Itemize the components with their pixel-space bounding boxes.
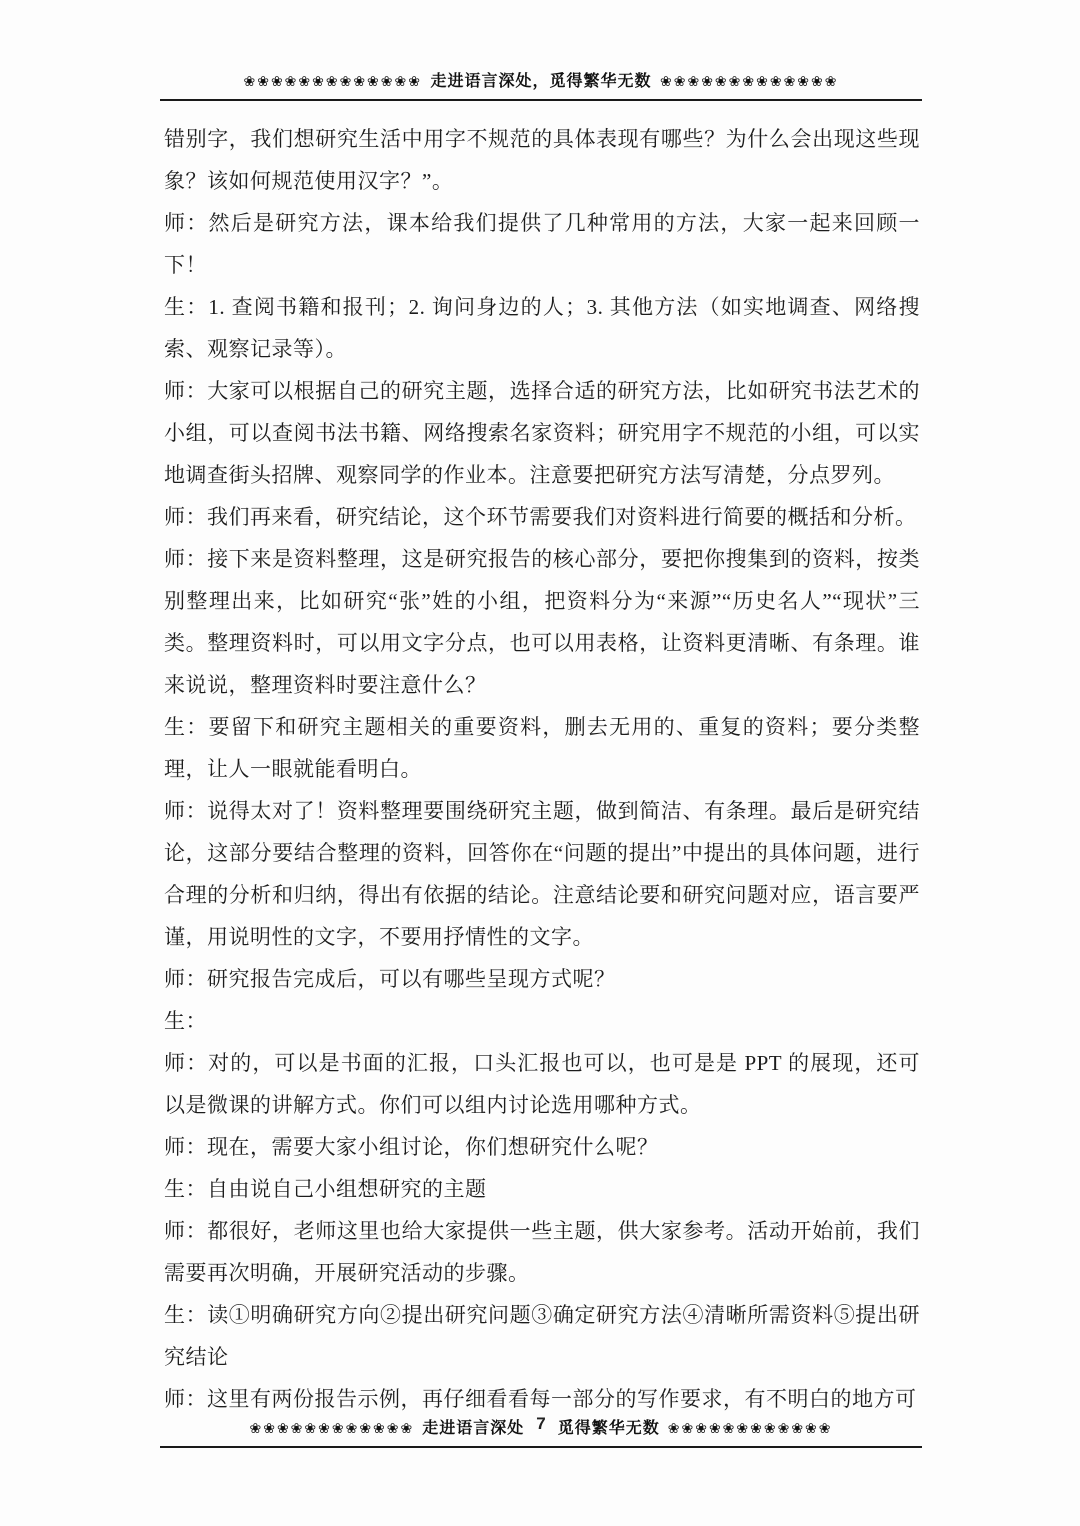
- paragraph: 师：大家可以根据自己的研究主题，选择合适的研究方法，比如研究书法艺术的小组，可以查阅书法书籍、网络搜索名家资料；研究用字不规范的小组，可以实地调查街头招牌、观察同学的作业本。注意要把研究方法写清楚，分点罗列。: [164, 379, 920, 487]
- page-footer: [160, 1414, 922, 1448]
- footer-flower-ornaments-right: ❀❀❀❀❀❀❀❀❀❀❀❀: [667, 1422, 833, 1437]
- paragraph: 生：: [164, 1009, 207, 1033]
- footer-flower-ornaments-left: ❀❀❀❀❀❀❀❀❀❀❀❀: [249, 1422, 415, 1437]
- paragraph: 师：我们再来看，研究结论，这个环节需要我们对资料进行简要的概括和分析。: [164, 505, 917, 529]
- header-title: 走进语言深处，觅得繁华无数: [430, 73, 652, 90]
- paragraph: 师：研究报告完成后，可以有哪些呈现方式呢？: [164, 967, 616, 991]
- paragraph: 生：读①明确研究方向②提出研究问题③确定研究方法④清晰所需资料⑤提出研究结论: [164, 1303, 920, 1369]
- page-header: [160, 68, 922, 101]
- document-body: [164, 118, 920, 1420]
- paragraph: 师：这里有两份报告示例，再仔细看看每一部分的写作要求，有不明白的地方可: [164, 1387, 917, 1411]
- paragraph: 师：然后是研究方法，课本给我们提供了几种常用的方法，大家一起来回顾一下！: [164, 211, 920, 277]
- paragraph: 错别字，我们想研究生活中用字不规范的具体表现有哪些？为什么会出现这些现象？该如何规范使用汉字？”。: [164, 127, 920, 193]
- footer-text-left: 走进语言深处: [422, 1420, 525, 1437]
- paragraph: 师：接下来是资料整理，这是研究报告的核心部分，要把你搜集到的资料，按类别整理出来，比如研究“张”姓的小组，把资料分为“来源”“历史名人”“现状”三类。整理资料时，可以用文字分点，也可以用表格，让资料更清晰、有条理。谁来说说，整理资料时要注意什么？: [164, 547, 920, 697]
- paragraph: 生：自由说自己小组想研究的主题: [164, 1177, 487, 1201]
- footer-text-right: 觅得繁华无数: [557, 1420, 660, 1437]
- paragraph: 师：现在，需要大家小组讨论，你们想研究什么呢？: [164, 1135, 659, 1159]
- header-flower-ornaments-right: ❀❀❀❀❀❀❀❀❀❀❀❀❀: [660, 75, 839, 90]
- paragraph: 生：要留下和研究主题相关的重要资料，删去无用的、重复的资料；要分类整理，让人一眼就能看明白。: [164, 715, 920, 781]
- paragraph: 师：对的，可以是书面的汇报，口头汇报也可以，也可是是 PPT 的展现，还可以是微课的讲解方式。你们可以组内讨论选用哪种方式。: [164, 1051, 920, 1117]
- paragraph: 生：1. 查阅书籍和报刊；2. 询问身边的人；3. 其他方法（如实地调查、网络搜索、观察记录等）。: [164, 295, 920, 361]
- paragraph: 师：说得太对了！资料整理要围绕研究主题，做到简洁、有条理。最后是研究结论，这部分要结合整理的资料，回答你在“问题的提出”中提出的具体问题，进行合理的分析和归纳，得出有依据的结论。注意结论要和研究问题对应，语言要严谨，用说明性的文字，不要用抒情性的文字。: [164, 799, 920, 949]
- page-number: 7: [536, 1414, 546, 1433]
- header-flower-ornaments-left: ❀❀❀❀❀❀❀❀❀❀❀❀❀: [243, 75, 422, 90]
- paragraph: 师：都很好，老师这里也给大家提供一些主题，供大家参考。活动开始前，我们需要再次明确，开展研究活动的步骤。: [164, 1219, 920, 1285]
